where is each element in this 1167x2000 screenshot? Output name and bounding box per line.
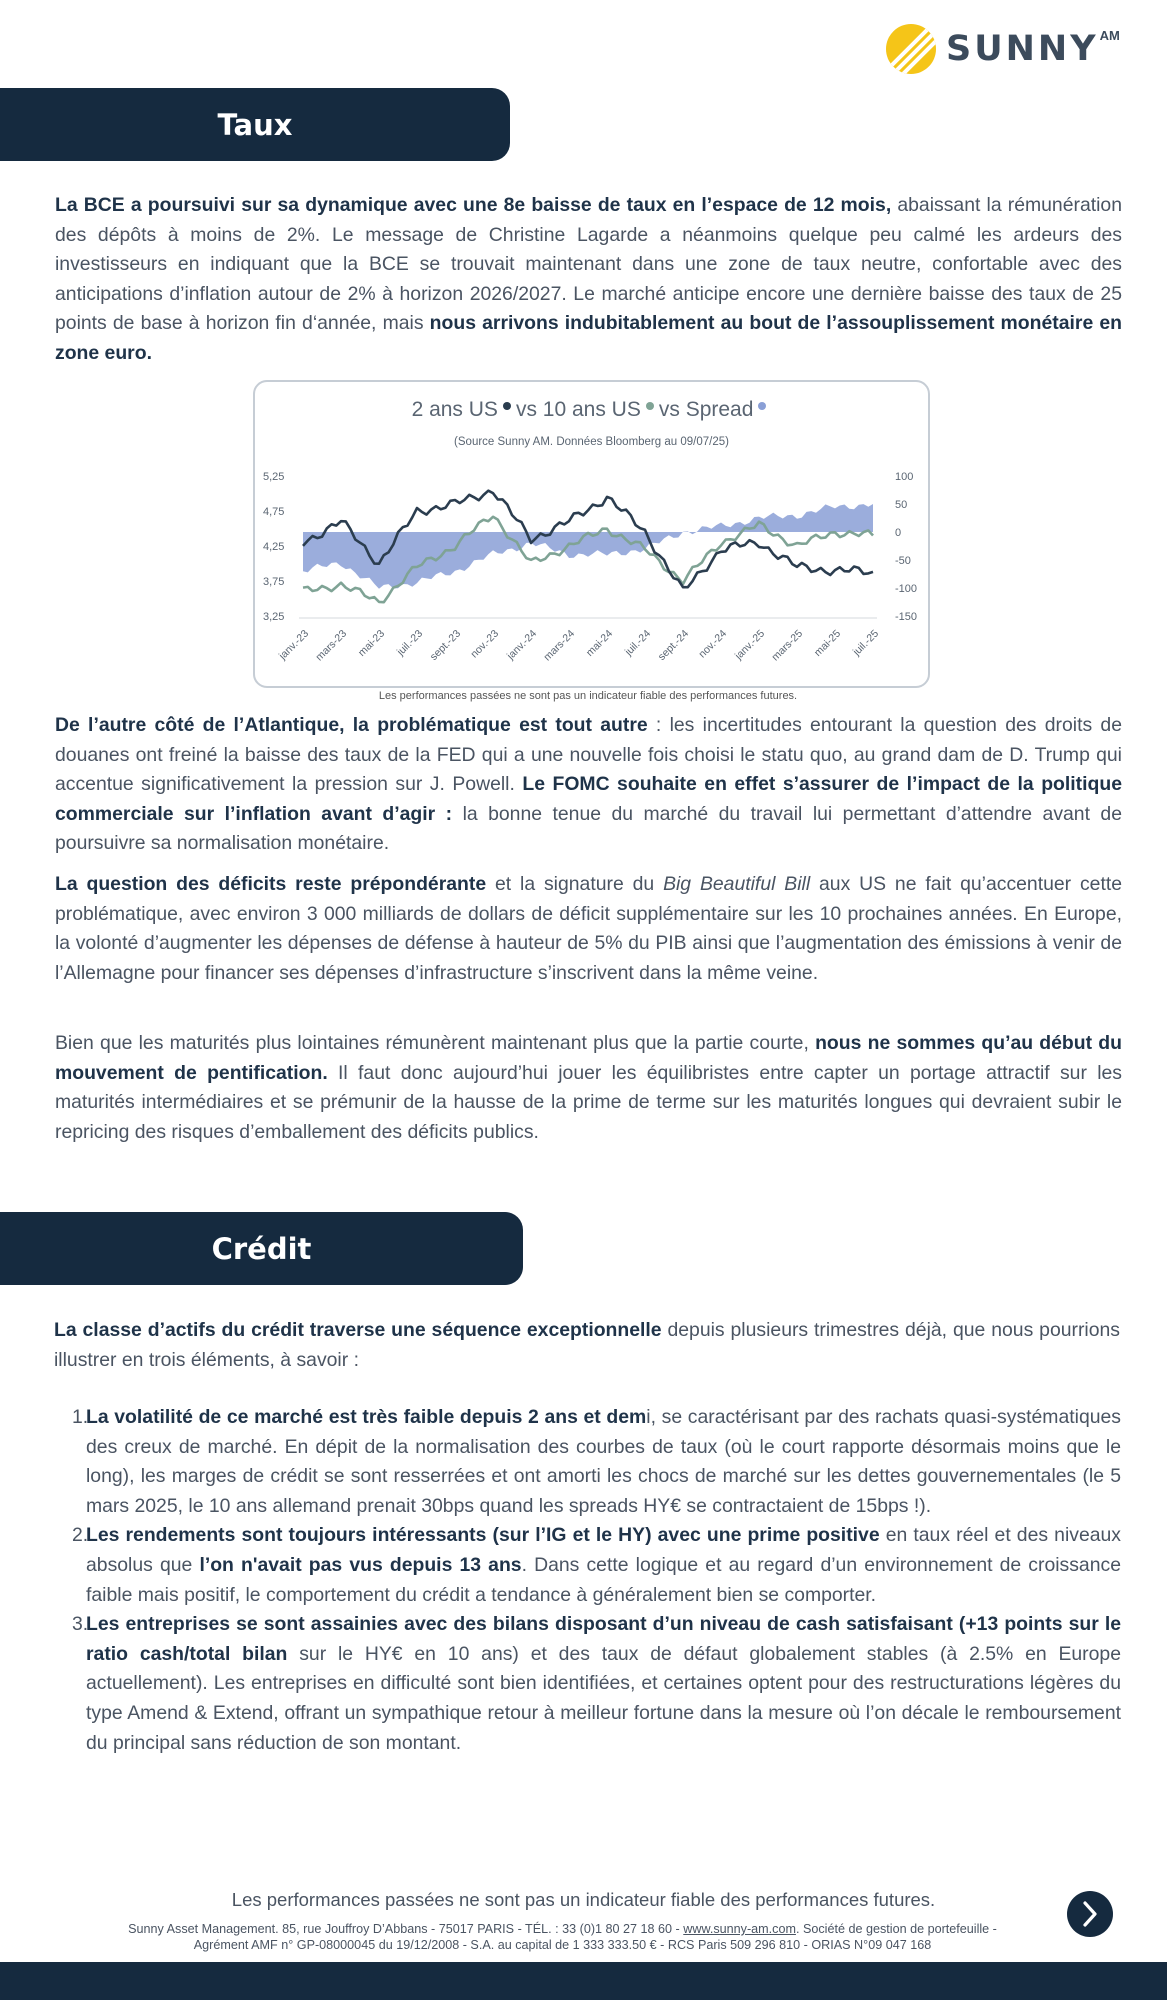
list-item	[55, 1610, 1121, 1758]
chart-title-spread: vs Spread	[658, 398, 754, 421]
heading-text: Taux	[217, 107, 293, 142]
x-tick-label: juil.-24	[622, 627, 654, 658]
y-left-tick-label: 3,25	[263, 611, 285, 623]
y-left-tick-label: 4,75	[263, 506, 285, 518]
bold-text: l’on n'avait pas vus depuis 13 ans	[199, 1553, 522, 1576]
bold-text: La question des déficits reste prépondérante	[55, 873, 487, 895]
address-line-2: Agrément AMF n° GP-08000045 du 19/12/2008 - S.A. au capital de 1 333 333.50 € - RCS Paris 509 296 810 - ORIAS N°09 047 168	[193, 1938, 932, 1952]
text-run: et la signature du	[486, 873, 664, 895]
taux-paragraph-4	[55, 1029, 1122, 1147]
section-heading-credit	[0, 1212, 523, 1285]
text-run: : les incertitudes entourant la question des droits de douanes ont freiné la baisse des taux de la FED qui a une nouvelle fois choisi le statu quo, au grand dam de D. Trump qui accentue significativement la pression sur J. Powell.	[55, 714, 1122, 795]
chart-title-10ans: vs 10 ans US	[515, 398, 641, 421]
text-run: . Dans cette logique et au regard d’un environnement de croissance faible mais positif, le comportement du crédit a tendance à généralement bien se comporter.	[86, 1553, 1121, 1606]
italic-text: Big Beautiful Bill	[663, 873, 811, 895]
x-tick-label: mars-24	[541, 627, 578, 664]
bold-text: nous ne sommes qu’au début du mouvement de pentification.	[55, 1032, 1123, 1084]
next-page-button[interactable]	[1067, 1891, 1113, 1937]
sunny-am-logo	[886, 24, 1120, 74]
x-tick-label: mars-25	[769, 627, 806, 664]
text-run: sur le HY€ en 10 ans) et des taux de défaut globalement stables (à 2.5% en Europe actuellement). Les entreprises en difficulté sont bien identifiées, et certaines optent pour des restructurations légères du type Amend & Extend, offrant un sympathique retour à meilleur fortune dans la mesure où l’on décale le remboursement du principal sans réduction de son montant.	[86, 1642, 1121, 1754]
section-heading-taux	[0, 88, 510, 161]
x-tick-label: nov.-24	[696, 627, 730, 661]
y-right-tick-label: 50	[895, 499, 908, 511]
item-text	[86, 1613, 1121, 1753]
x-tick-label: juil.-25	[850, 627, 882, 658]
x-tick-label: janv.-23	[276, 627, 312, 662]
text-run: la bonne tenue du marché du travail lui permettant d’attendre avant de poursuivre sa normalisation monétaire.	[55, 802, 1122, 854]
bold-text: Les entreprises se sont assainies avec des bilans disposant d’un niveau de cash satisfaisant (+13 points sur le ratio cash/total bilan	[86, 1613, 1121, 1665]
x-tick-label: sept.-24	[655, 627, 692, 663]
website-link[interactable]: www.sunny-am.com	[683, 1922, 796, 1936]
x-tick-label: mars-23	[313, 627, 350, 664]
y-right-tick-label: 100	[895, 471, 914, 483]
taux-paragraph-1	[55, 191, 1122, 368]
chart-disclaimer: Les performances passées ne sont pas un indicateur fiable des performances futures.	[378, 690, 798, 702]
list-item	[55, 1521, 1121, 1610]
footer-address	[90, 1921, 1035, 1953]
heading-text: Crédit	[211, 1231, 312, 1266]
text-run: Bien que les maturités plus lointaines rémunèrent maintenant plus que la partie courte,	[55, 1032, 816, 1054]
bold-text: La BCE a poursuivi sur sa dynamique avec une 8e baisse de taux en l’espace de 12 mois,	[55, 194, 892, 216]
y-left-tick-label: 3,75	[263, 576, 285, 588]
footer-disclaimer: Les performances passées ne sont pas un indicateur fiable des performances futures.	[231, 1889, 936, 1910]
y-right-tick-label: 0	[895, 527, 902, 539]
bold-text: Le FOMC souhaite en effet s’assurer de l’impact de la politique commerciale sur l’inflation avant d’agir :	[55, 773, 1122, 825]
item-text	[86, 1406, 1121, 1517]
chart-subtitle: (Source Sunny AM. Données Bloomberg au 09/07/25)	[454, 436, 729, 448]
x-tick-label: mai-25	[811, 627, 844, 659]
item-number: 2.	[72, 1524, 89, 1547]
text-run: abaissant la rémunération des dépôts à moins de 2%. Le message de Christine Lagarde a néanmoins quelque peu calmé les ardeurs des investisseurs en indiquant que la BCE se trouvait maintenant dans une zone de taux neutre, confortable avec des anticipations d’inflation autour de 2% à horizon 2026/2027. Le marché anticipe encore une dernière baisse des taux de 25 points de base à horizon fin d‘année, mais	[55, 194, 1122, 334]
y-right-tick-label: -150	[895, 611, 918, 623]
text-run: i, se caractérisant par des rachats quasi-systématiques des creux de marché. En dépit de la normalisation des courbes de taux (où le court rapporte désormais moins que le long), les marges de crédit se sont resserrées et ont amorti les chocs de marché sur les dettes gouvernementales (le 5 mars 2025, le 10 ans allemand prenait 30bps quand les spreads HY€ se contractaient de 15bps !).	[86, 1406, 1121, 1517]
chart-plot	[255, 382, 928, 686]
x-tick-label: mai-24	[583, 627, 616, 659]
brand-name: SUNNY	[946, 29, 1099, 69]
rates-chart	[253, 380, 930, 688]
bold-text: nous arrivons indubitablement au bout de l’assouplissement monétaire en zone euro.	[55, 312, 1122, 364]
x-tick-label: janv.-24	[504, 627, 540, 662]
x-tick-label: mai-23	[355, 627, 388, 659]
bold-text: Les rendements sont toujours intéressants (sur l’IG et le HY) avec une prime positive	[86, 1524, 880, 1547]
y-left-tick-label: 5,25	[263, 471, 285, 483]
bottom-bar	[0, 1962, 1167, 2000]
text-run: aux US ne fait qu’accentuer cette problématique, avec environ 3 000 milliards de dollars de déficit supplémentaire sur les 10 prochaines années. En Europe, la volonté d’augmenter les dépenses de défense à hauteur de 5% du PIB ainsi que l’augmentation des émissions à venir de l’Allemagne pour financer ses dépenses d’infrastructure s’inscrivent dans la même veine.	[55, 873, 1123, 984]
text-run: en taux réel et des niveaux absolus que	[86, 1524, 1121, 1576]
sun-logo-icon	[886, 24, 936, 74]
address-line-1: Sunny Asset Management. 85, rue Jouffroy D’Abbans - 75017 PARIS - TÉL. : 33 (0)1 80 27 18 60 -	[128, 1922, 684, 1936]
y-left-tick-label: 4,25	[263, 541, 285, 553]
x-tick-label: janv.-25	[732, 627, 768, 662]
x-tick-label: juil.-23	[394, 627, 426, 658]
y-right-tick-label: -50	[895, 555, 911, 567]
y-right-tick-label: -100	[895, 583, 918, 595]
address-line-1-end: . Société de gestion de portefeuille -	[795, 1922, 997, 1936]
bold-text: La volatilité de ce marché est très faible depuis 2 ans et dem	[86, 1406, 647, 1428]
text-run: depuis plusieurs trimestres déjà, que nous pourrions illustrer en trois éléments, à savoir :	[54, 1319, 1120, 1371]
taux-paragraph-3	[55, 870, 1122, 988]
credit-intro	[54, 1315, 1120, 1375]
x-tick-label: nov.-23	[468, 627, 502, 661]
item-number: 1.	[72, 1406, 89, 1428]
item-number: 3.	[72, 1613, 89, 1636]
taux-paragraph-2	[55, 711, 1122, 859]
brand-suffix: AM	[1099, 27, 1120, 43]
credit-points-list	[55, 1403, 1121, 1758]
chevron-right-icon	[1079, 1901, 1101, 1927]
x-tick-label: sept.-23	[427, 627, 464, 663]
bold-text: De l’autre côté de l’Atlantique, la problématique est tout autre	[55, 714, 648, 736]
chart-title-2ans: 2 ans US	[411, 398, 498, 421]
item-text	[86, 1524, 1121, 1605]
bold-text: La classe d’actifs du crédit traverse une séquence exceptionnelle	[54, 1319, 662, 1341]
text-run: Il faut donc aujourd’hui jouer les équilibristes entre capter un portage attractif sur les maturités intermédiaires et se prémunir de la hausse de la prime de terme sur les maturités longues qui devraient subir le repricing des risques d’emballement des déficits publics.	[55, 1061, 1122, 1143]
list-item	[55, 1403, 1121, 1521]
